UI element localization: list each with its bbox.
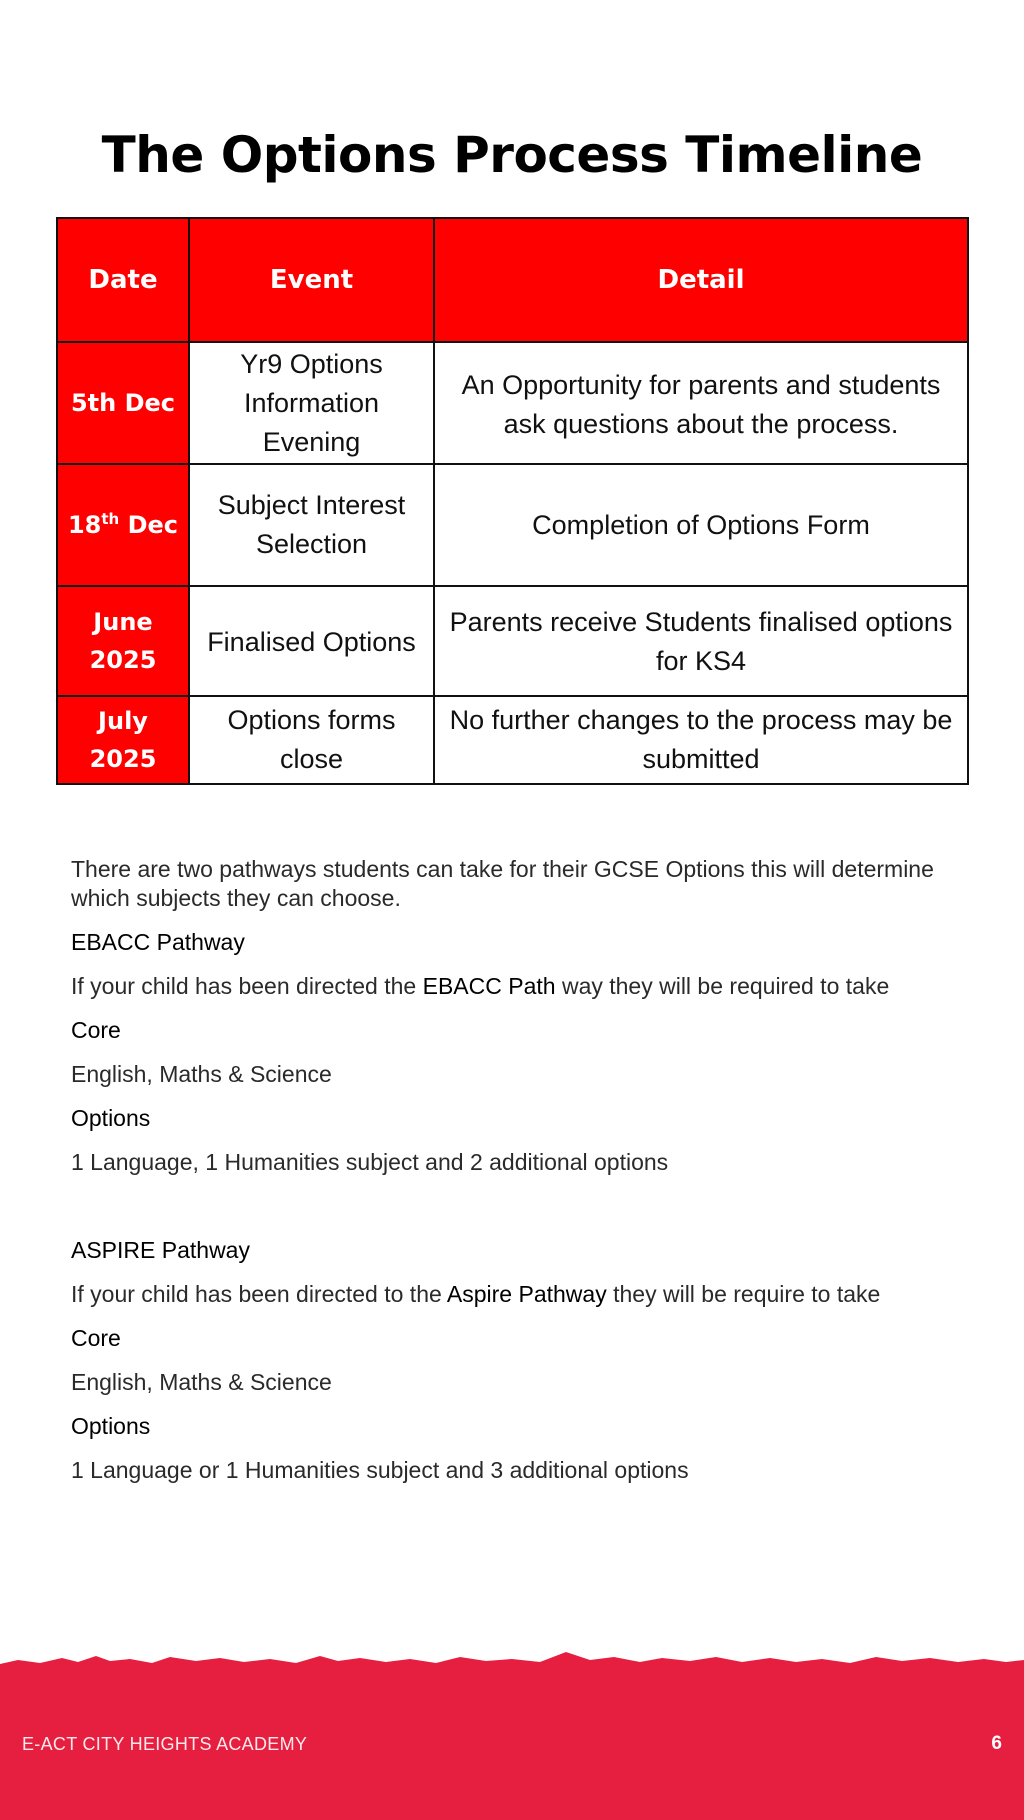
ebacc-options-text: 1 Language, 1 Humanities subject and 2 additional options (71, 1149, 669, 1175)
aspire-path-name: Aspire Pathway (446, 1281, 607, 1307)
table-row (57, 464, 968, 586)
aspire-core-text: English, Maths & Science (71, 1369, 332, 1395)
table-row (57, 696, 968, 784)
ebacc-options-heading: Options (71, 1105, 151, 1131)
intro-paragraph: There are two pathways students can take for their GCSE Options this will determine which subjects they can choose. (71, 856, 934, 911)
table-row (57, 342, 968, 464)
date-month: Dec (127, 511, 179, 539)
header-date: Date (57, 218, 189, 342)
ebacc-description (71, 971, 971, 1015)
row-detail: No further changes to the process may be submitted (434, 696, 968, 784)
aspire-heading: ASPIRE Pathway (71, 1237, 250, 1263)
row-date: July 2025 (57, 696, 189, 784)
aspire-options-text: 1 Language or 1 Humanities subject and 3 additional options (71, 1457, 689, 1483)
row-event: Options forms close (189, 696, 434, 784)
aspire-core-heading: Core (71, 1325, 121, 1351)
table-row (57, 586, 968, 696)
aspire-text-after: they will be require to take (606, 1281, 881, 1307)
ebacc-heading: EBACC Pathway (71, 929, 245, 955)
date-day: 18 (67, 511, 102, 539)
row-detail: Parents receive Students finalised options for KS4 (434, 586, 968, 696)
row-detail: An Opportunity for parents and students ask questions about the process. (434, 342, 968, 464)
header-event: Event (189, 218, 434, 342)
page-number: 6 (991, 1733, 1002, 1754)
school-name: E-ACT CITY HEIGHTS ACADEMY (22, 1734, 308, 1754)
date-suffix: th (101, 510, 120, 528)
aspire-description (71, 1279, 971, 1323)
row-date: June 2025 (57, 586, 189, 696)
table-header-row (57, 218, 968, 342)
pathways-section (71, 855, 971, 1499)
row-date (57, 464, 189, 586)
page-footer (0, 1664, 1024, 1820)
ebacc-text-after: way they will be required to take (555, 973, 890, 999)
timeline-table (56, 217, 969, 785)
row-event: Yr9 Options Information Evening (189, 342, 434, 464)
row-detail: Completion of Options Form (434, 464, 968, 586)
header-detail: Detail (434, 218, 968, 342)
ebacc-path-name: EBACC Path (422, 973, 556, 999)
row-event: Finalised Options (189, 586, 434, 696)
ebacc-text-before: If your child has been directed the (71, 973, 423, 999)
section-spacer (71, 1191, 971, 1235)
row-event: Subject Interest Selection (189, 464, 434, 586)
torn-edge-decoration (0, 1640, 1024, 1668)
aspire-text-before: If your child has been directed to the (71, 1281, 447, 1307)
ebacc-core-text: English, Maths & Science (71, 1061, 332, 1087)
ebacc-core-heading: Core (71, 1017, 121, 1043)
row-date: 5th Dec (57, 342, 189, 464)
aspire-options-heading: Options (71, 1413, 151, 1439)
page-title: The Options Process Timeline (101, 126, 923, 184)
